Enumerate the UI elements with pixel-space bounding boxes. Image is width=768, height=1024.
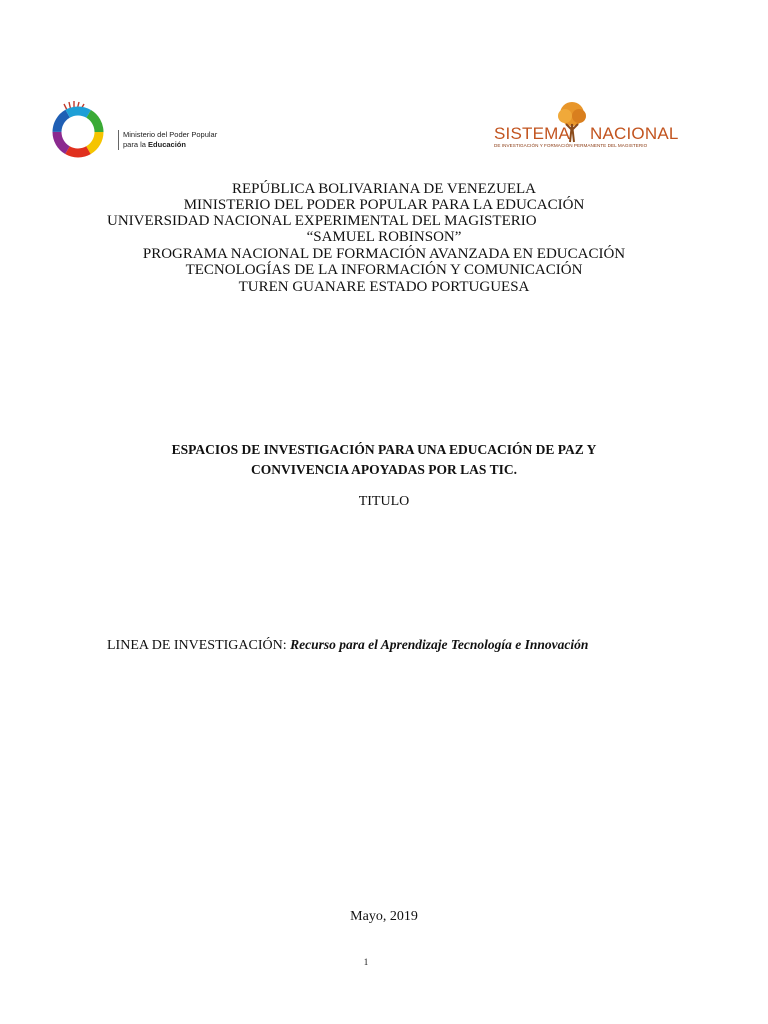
ministry-logo-line2-prefix: para la (123, 140, 149, 149)
institution-line: PROGRAMA NACIONAL DE FORMACIÓN AVANZADA EN EDUCACIÓN (142, 246, 626, 262)
institution-line: MINISTERIO DEL PODER POPULAR PARA LA EDUCACIÓN (183, 197, 585, 213)
document-date: Mayo, 2019 (350, 909, 418, 924)
ministry-logo-line2-bold: Educación (148, 140, 186, 149)
ministry-logo-line2 (123, 140, 217, 150)
ministry-logo (46, 100, 246, 160)
institution-line: “SAMUEL ROBINSON” (306, 229, 462, 245)
ministry-logo-line1: Ministerio del Poder Popular (123, 130, 218, 139)
sistema-subtitle: DE INVESTIGACIÓN Y FORMACIÓN PERMANENTE DEL MAGISTERIO (494, 143, 648, 148)
page-number: 1 (363, 957, 369, 967)
institution-line: TECNOLOGÍAS DE LA INFORMACIÓN Y COMUNICACIÓN (185, 262, 583, 278)
tree-icon (555, 100, 589, 144)
title-line-1: ESPACIOS DE INVESTIGACIÓN PARA UNA EDUCACIÓN DE PAZ Y (171, 442, 597, 457)
title-line-2: CONVIVENCIA APOYADAS POR LAS TIC. (251, 462, 517, 477)
document-title (0, 440, 768, 480)
ministry-logo-text (118, 130, 217, 150)
research-line (107, 637, 588, 654)
nacional-word: NACIONAL (590, 124, 679, 143)
institution-line: TUREN GUANARE ESTADO PORTUGUESA (238, 279, 530, 295)
ministry-ring-icon (46, 100, 116, 160)
institution-line: REPÚBLICA BOLIVARIANA DE VENEZUELA (231, 181, 537, 197)
titulo-label: TITULO (358, 494, 410, 509)
sistema-word: SISTEMA (494, 124, 571, 143)
institution-line: UNIVERSIDAD NACIONAL EXPERIMENTAL DEL MAGISTERIO (107, 213, 537, 229)
sistema-nacional-logo (494, 100, 679, 152)
research-line-value: Recurso para el Aprendizaje Tecnología e Innovación (290, 637, 589, 652)
research-line-label: LINEA DE INVESTIGACIÓN: (107, 638, 291, 653)
